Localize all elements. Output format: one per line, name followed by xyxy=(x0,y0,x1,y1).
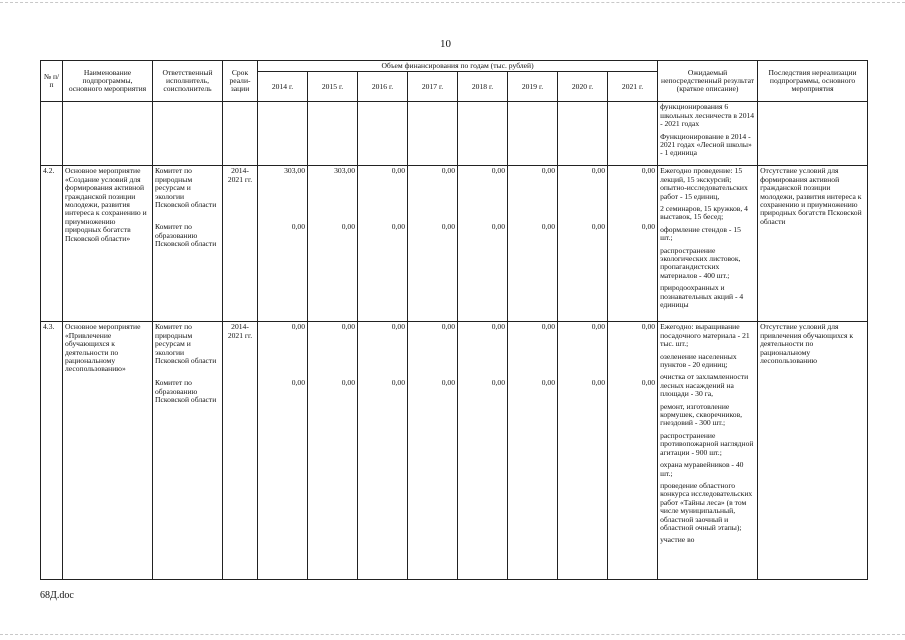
value: 0,00 xyxy=(441,166,455,176)
value: 0,00 xyxy=(341,322,355,332)
value: 0,00 xyxy=(291,378,305,388)
value: 0,00 xyxy=(441,222,455,232)
header-year: 2018 г. xyxy=(458,72,508,102)
value: 0,00 xyxy=(391,222,405,232)
value: 0,00 xyxy=(441,322,455,332)
responsible-1: Комитет по природным ресурсам и экологии Псковской области xyxy=(155,322,217,366)
result-item: Ежегодно проведение: 15 лекций, 15 экскурсий; опытно-исследовательских работ - 15 единиц, xyxy=(660,166,748,201)
value: 0,00 xyxy=(491,166,505,176)
table-row-continuation xyxy=(41,102,868,166)
footer-filename: 68Д.doc xyxy=(40,590,74,601)
header-name: Наименование подпрограммы, основного мероприятия xyxy=(63,61,153,102)
result-cell xyxy=(658,102,758,166)
responsible-1: Комитет по природным ресурсам и экологии Псковской области xyxy=(155,166,217,210)
value: 0,00 xyxy=(641,378,656,388)
header-year: 2016 г. xyxy=(358,72,408,102)
header-consequences: Последствия нереализации подпрограммы, основного мероприятия xyxy=(758,61,868,102)
header-num: № п/п xyxy=(41,61,63,102)
result-cell xyxy=(658,322,758,580)
header-term: Срок реали-зации xyxy=(223,61,258,102)
value: 0,00 xyxy=(341,378,355,388)
result-item: очистка от захламленности лесных насаждений на площади - 30 га, xyxy=(660,372,749,399)
header-year: 2021 г. xyxy=(608,72,658,102)
result-item: проведение областного конкурса исследовательских работ «Тайны леса» (в том числе муниципальный, областной заочный и областной очный этапы); xyxy=(660,480,753,532)
header-year: 2017 г. xyxy=(408,72,458,102)
header-row-1 xyxy=(41,61,868,72)
value: 0,00 xyxy=(491,322,505,332)
responsible-2: Комитет по образованию Псковской области xyxy=(155,378,217,405)
row-responsible xyxy=(153,322,223,580)
value: 0,00 xyxy=(591,378,605,388)
program-table xyxy=(40,60,868,580)
scan-edge-top xyxy=(0,2,905,3)
responsible-2: Комитет по образованию Псковской области xyxy=(155,222,217,249)
value: 0,00 xyxy=(541,166,555,176)
result-item: 2 семинаров, 15 кружков, 4 выставок, 15 бесед; xyxy=(660,204,748,222)
table-row xyxy=(41,322,868,580)
result-item: охрана муравейников - 40 шт.; xyxy=(660,460,744,478)
result-item: оформление стендов - 15 шт.; xyxy=(660,224,741,243)
value: 0,00 xyxy=(641,222,656,232)
table-row xyxy=(41,166,868,322)
result-cell xyxy=(658,166,758,322)
row-num: 4.2. xyxy=(41,166,63,322)
result-item: Ежегодно: выращивание посадочного материала - 21 тыс. шт.; xyxy=(660,322,750,349)
result-item: ремонт, изготовление кормушек, скворечников, гнездовий - 300 шт.; xyxy=(660,401,743,428)
value: 0,00 xyxy=(391,322,405,332)
value: 0,00 xyxy=(441,378,455,388)
scan-edge-bottom xyxy=(0,634,905,635)
value: 0,00 xyxy=(591,222,605,232)
row-responsible xyxy=(153,166,223,322)
value: 0,00 xyxy=(641,322,656,332)
row-consequences: Отсутствие условий для привлечения обучающихся к деятельности по рациональному лесопользованию xyxy=(758,322,868,580)
value: 0,00 xyxy=(491,378,505,388)
header-year: 2019 г. xyxy=(508,72,558,102)
result-item: распространение экологических листовок, пропагандистских материалов - 400 шт.; xyxy=(660,245,741,280)
header-result: Ожидаемый непосредственный результат (краткое описание) xyxy=(658,61,758,102)
value: 0,00 xyxy=(541,378,555,388)
value: 0,00 xyxy=(641,166,656,176)
row-name: Основное мероприятие «Создание условий для формирования активной гражданской позиции молодежи, развития интереса к сохранению и приумножению природных богатств Псковской области» xyxy=(63,166,153,322)
header-volume: Объем финансирования по годам (тыс. рублей) xyxy=(258,61,658,72)
value: 0,00 xyxy=(541,322,555,332)
row-consequences: Отсутствие условий для формирования активной гражданской позиции молодежи, развития интереса к сохранению и приумножению природных богатств Псковской области xyxy=(758,166,868,322)
value: 0,00 xyxy=(341,222,355,232)
header-responsible: Ответственный исполнитель, соисполнитель xyxy=(153,61,223,102)
row-term: 2014-2021 гг. xyxy=(223,322,258,580)
value: 0,00 xyxy=(291,222,305,232)
header-year: 2014 г. xyxy=(258,72,308,102)
value: 303,00 xyxy=(334,166,355,176)
result-item: функционирования 6 школьных лесничеств в 2014 - 2021 годах xyxy=(660,102,755,129)
result-item: природоохранных и познавательных акций - 4 единицы xyxy=(660,283,744,310)
row-name: Основное мероприятие «Привлечение обучающихся к деятельности по рациональному лесопользованию» xyxy=(63,322,153,580)
header-year: 2020 г. xyxy=(558,72,608,102)
value: 0,00 xyxy=(591,166,605,176)
result-item: участие во xyxy=(660,535,695,545)
value: 0,00 xyxy=(491,222,505,232)
row-term: 2014-2021 гг. xyxy=(223,166,258,322)
value: 0,00 xyxy=(391,166,405,176)
result-item: озеленение населенных пунктов - 20 единиц; xyxy=(660,351,737,370)
result-item: Функционирование в 2014 - 2021 годах «Лесной школы» - 1 единица xyxy=(660,131,752,158)
header-year: 2015 г. xyxy=(308,72,358,102)
value: 303,00 xyxy=(284,166,305,176)
value: 0,00 xyxy=(541,222,555,232)
row-num: 4.3. xyxy=(41,322,63,580)
value: 0,00 xyxy=(391,378,405,388)
value: 0,00 xyxy=(591,322,605,332)
result-item: распространение противопожарной наглядной агитации - 900 шт.; xyxy=(660,430,754,457)
page-number: 10 xyxy=(440,38,451,50)
value: 0,00 xyxy=(291,322,305,332)
